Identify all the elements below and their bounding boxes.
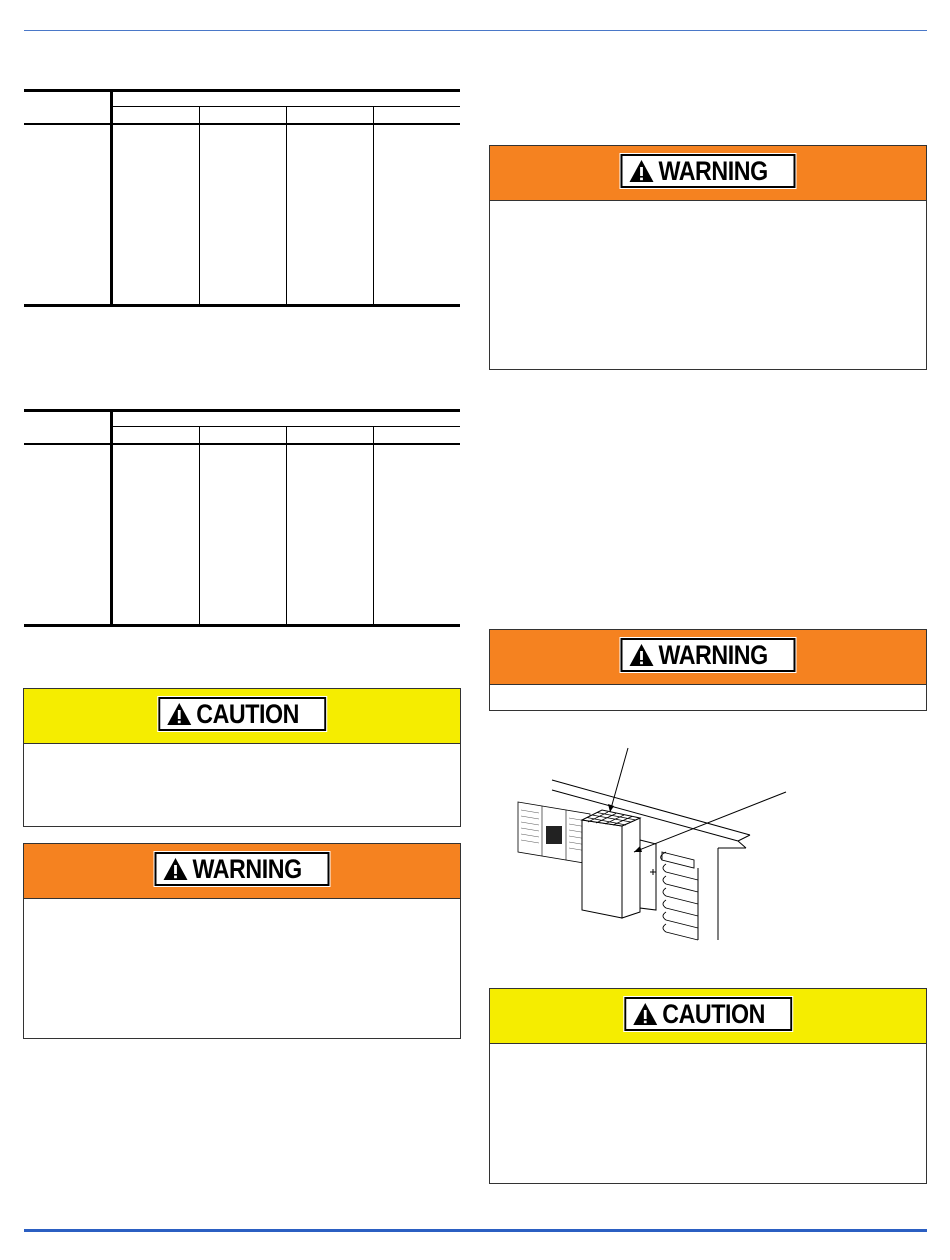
caution-header-band: [490, 989, 926, 1044]
unit-illustration: [510, 740, 810, 945]
caution-header-band: [24, 689, 460, 744]
table-2: [24, 409, 460, 629]
table-top-rule: [24, 89, 460, 92]
table-stub-divider: [110, 92, 113, 306]
caution-box: [23, 688, 461, 827]
caution-signal-word: CAUTION: [662, 998, 766, 1029]
exclamation-triangle-icon: [632, 1002, 658, 1026]
warning-box: [489, 145, 927, 370]
table-header-rule: [24, 123, 460, 125]
table-bottom-rule: [24, 304, 460, 307]
table-column-divider: [199, 106, 200, 305]
exclamation-triangle-icon: [629, 159, 655, 183]
caution-label: [624, 997, 792, 1031]
footer-rule: [24, 1229, 927, 1232]
warning-box: [23, 843, 461, 1039]
warning-header-band: [490, 630, 926, 685]
table-bottom-rule: [24, 624, 460, 627]
warning-signal-word: WARNING: [192, 853, 302, 884]
table-1: [24, 89, 460, 309]
warning-label: [155, 852, 330, 886]
table-column-divider: [373, 426, 374, 625]
warning-box: [489, 629, 927, 711]
table-column-divider: [286, 106, 287, 305]
table-header-rule: [24, 443, 460, 445]
warning-header-band: [24, 844, 460, 899]
caution-label: [158, 697, 326, 731]
caution-signal-word: CAUTION: [196, 698, 300, 729]
warning-signal-word: WARNING: [658, 639, 768, 670]
exclamation-triangle-icon: [163, 857, 189, 881]
table-top-rule: [24, 409, 460, 412]
table-column-divider: [373, 106, 374, 305]
warning-label: [621, 638, 796, 672]
table-stub-divider: [110, 412, 113, 626]
table-column-divider: [286, 426, 287, 625]
table-column-divider: [199, 426, 200, 625]
caution-box: [489, 988, 927, 1184]
exclamation-triangle-icon: [166, 702, 192, 726]
warning-signal-word: WARNING: [658, 155, 768, 186]
warning-label: [621, 154, 796, 188]
warning-header-band: [490, 146, 926, 201]
exclamation-triangle-icon: [629, 643, 655, 667]
header-rule: [24, 30, 927, 31]
